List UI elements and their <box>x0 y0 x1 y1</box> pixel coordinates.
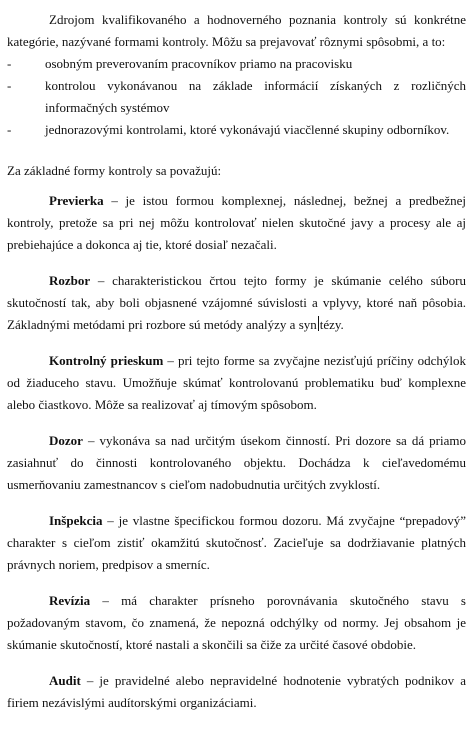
list-dash: - <box>7 56 12 71</box>
term-kontrolny-prieskum: Kontrolný prieskum <box>49 353 164 368</box>
form-rozbor <box>7 270 466 336</box>
list-item <box>0 53 466 75</box>
list-item <box>0 75 466 119</box>
intro-paragraph: Zdrojom kvalifikovaného a hodnoverného poznania kontroly sú konkrétne kategórie, nazývané formami kontroly. Môžu sa prejavovať rôznymi spôsobmi, a to: <box>7 12 466 49</box>
intro-list <box>0 53 466 141</box>
definition-rozbor: – charakteristickou črtou tejto formy je skúmanie celého súboru skutočností tak, aby boli objasnené vzájomné súvislosti a vplyvy, ktoré naň pôsobia. Základnými metódami pri rozbore sú metódy analýzy a syn <box>7 273 466 332</box>
form-previerka <box>7 190 466 256</box>
list-item-text: osobným preverovaním pracovníkov priamo na pracovisku <box>45 56 353 71</box>
term-revizia: Revízia <box>49 593 91 608</box>
list-item-text: kontrolou vykonávanou na základe informácií získaných z rozličných informačných systémov <box>45 78 466 115</box>
term-previerka: Previerka <box>49 193 104 208</box>
form-audit <box>7 670 466 714</box>
forms-lead: Za základné formy kontroly sa považujú: <box>7 163 222 178</box>
form-revizia <box>7 590 466 656</box>
forms-list <box>7 190 466 714</box>
definition-inspekcia: – je vlastne špecifickou formou dozoru. Má zvyčajne “prepadový” charakter s cieľom zistiť okamžitú skutočnosť. Zacieľuje sa dodržiavanie platných právnych noriem, predpisov a smerníc. <box>7 513 466 572</box>
list-dash: - <box>7 122 12 137</box>
list-item <box>0 119 466 141</box>
definition-rozbor-end: tézy. <box>319 317 344 332</box>
form-inspekcia <box>7 510 466 576</box>
form-kontrolny-prieskum <box>7 350 466 416</box>
definition-kontrolny-prieskum: – pri tejto forme sa zvyčajne nezisťujú príčiny odchýlok od žiaduceho stavu. Umožňuje skúmať kontrolovanú problematiku buď komplexne alebo čiastkovo. Môže sa realizovať aj tímovým spôsobom. <box>7 353 466 412</box>
definition-dozor: – vykonáva sa nad určitým úsekom činností. Pri dozore sa dá priamo zasiahnuť do činnosti kontrolovaného objektu. Dochádza k cieľavedomému usmerňovaniu zamestnancov s cieľom nadobudnutia určitých zvyklostí. <box>7 433 466 492</box>
list-item-text: jednorazovými kontrolami, ktoré vykonávajú viacčlenné skupiny odborníkov. <box>45 122 450 137</box>
list-dash: - <box>7 78 12 93</box>
definition-previerka: – je istou formou komplexnej, následnej, bežnej a predbežnej kontroly, pretože sa pri nej môžu kontrolovať nielen skutočné javy a procesy ale aj prebiehajúce a dokonca aj tie, ktoré dosiaľ nezačali. <box>7 193 466 252</box>
definition-revizia: – má charakter prísneho porovnávania skutočného stavu s požadovaným stavom, čo znamená, že nepozná odchýlky od normy. Jej obsahom je skúmanie skutočností, ktoré nastali a skončili sa čiže za určité časové obdobie. <box>7 593 466 652</box>
term-dozor: Dozor <box>49 433 83 448</box>
definition-audit: – je pravidelné alebo nepravidelné hodnotenie vybratých podnikov a firiem nezávislými audítorskými organizáciami. <box>7 673 466 710</box>
term-rozbor: Rozbor <box>49 273 91 288</box>
form-dozor <box>7 430 466 496</box>
term-inspekcia: Inšpekcia <box>49 513 103 528</box>
term-audit: Audit <box>49 673 81 688</box>
text-cursor <box>318 316 319 331</box>
